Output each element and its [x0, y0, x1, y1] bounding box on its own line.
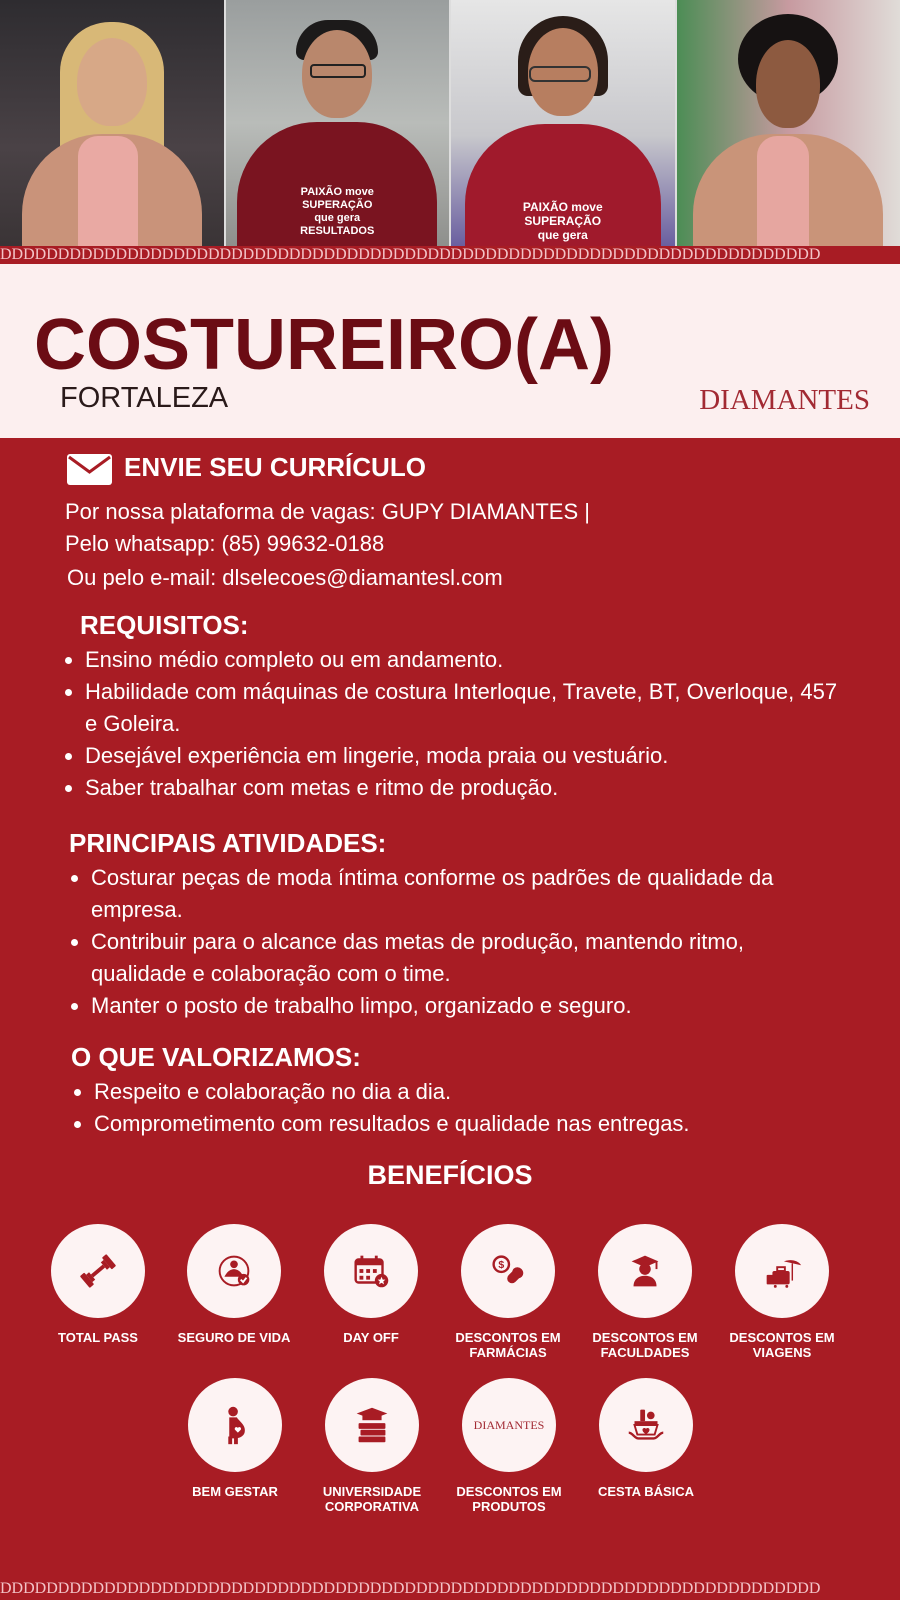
benefit-pregnancy	[165, 1378, 305, 1499]
list-item: Habilidade com máquinas de costura Interloque, Travete, BT, Overloque, 457 e Goleira.	[65, 676, 855, 740]
list-item: Ensino médio completo ou em andamento.	[65, 644, 855, 676]
photo-man-glasses	[226, 0, 452, 246]
brand-logo: DIAMANTES	[699, 384, 870, 416]
travel-icon	[735, 1224, 829, 1318]
apply-email[interactable]: Ou pelo e-mail: dlselecoes@diamantesl.com	[67, 565, 503, 590]
list-item: Comprometimento com resultados e qualidade nas entregas.	[74, 1108, 854, 1140]
benefit-label: CESTA BÁSICA	[597, 1484, 695, 1499]
pattern-strip-bottom: DDDDDDDDDDDDDDDDDDDDDDDDDDDDDDDDDDDDDDDDDDDDDDDDDDDDDDDDDDDDDDDDDDDDDDD	[0, 1580, 821, 1597]
benefit-label: UNIVERSIDADE CORPORATIVA	[322, 1484, 422, 1514]
benefit-corporate-university	[302, 1378, 442, 1514]
graduate-icon	[598, 1224, 692, 1318]
list-item: Respeito e colaboração no dia a dia.	[74, 1076, 854, 1108]
benefits-heading: BENEFÍCIOS	[367, 1160, 533, 1190]
pattern-strip-top: DDDDDDDDDDDDDDDDDDDDDDDDDDDDDDDDDDDDDDDDDDDDDDDDDDDDDDDDDDDDDDDDDDDDDDD	[0, 246, 900, 264]
apply-heading: ENVIE SEU CURRÍCULO	[124, 452, 426, 482]
benefit-label: DESCONTOS EM FACULDADES	[592, 1330, 698, 1360]
benefit-college	[575, 1224, 715, 1360]
photo-woman-blonde	[0, 0, 226, 246]
envelope-icon	[67, 454, 112, 485]
list-item: Saber trabalhar com metas e ritmo de produção.	[65, 772, 855, 804]
dumbbell-icon	[51, 1224, 145, 1318]
benefit-label: BEM GESTAR	[192, 1484, 278, 1499]
benefit-label: DESCONTOS EM FARMÁCIAS	[455, 1330, 561, 1360]
values-heading: O QUE VALORIZAMOS:	[71, 1042, 361, 1072]
job-title: COSTUREIRO(A)	[34, 305, 614, 385]
benefit-day-off	[301, 1224, 441, 1345]
books-icon	[325, 1378, 419, 1472]
photo-collage	[0, 0, 900, 246]
calendar-icon	[324, 1224, 418, 1318]
benefit-life-insurance	[164, 1224, 304, 1345]
pharmacy-icon	[461, 1224, 555, 1318]
shirt-text: PAIXÃO move SUPERAÇÃO que gera	[522, 200, 603, 242]
activities-heading: PRINCIPAIS ATIVIDADES:	[69, 828, 387, 858]
job-header	[0, 264, 900, 438]
activities-list	[71, 862, 831, 1022]
requirements-list	[65, 644, 855, 804]
list-item: Manter o posto de trabalho limpo, organizado e seguro.	[71, 990, 831, 1022]
life-insurance-icon	[187, 1224, 281, 1318]
job-city: FORTALEZA	[60, 382, 229, 414]
benefit-label: DESCONTOS EM VIAGENS	[729, 1330, 835, 1360]
benefit-food-basket	[576, 1378, 716, 1499]
apply-whatsapp[interactable]: Pelo whatsapp: (85) 99632-0188	[65, 531, 385, 556]
list-item: Contribuir para o alcance das metas de produção, mantendo ritmo, qualidade e colaboração com o time.	[71, 926, 831, 990]
benefit-label: SEGURO DE VIDA	[177, 1330, 291, 1345]
svg-text:$: $	[498, 1259, 505, 1272]
list-item: Desejável experiência em lingerie, moda praia ou vestuário.	[65, 740, 855, 772]
list-item: Costurar peças de moda íntima conforme os padrões de qualidade da empresa.	[71, 862, 831, 926]
food-basket-icon	[599, 1378, 693, 1472]
benefit-products	[439, 1378, 579, 1514]
photo-woman-glasses	[451, 0, 677, 246]
brand-logo-icon	[462, 1378, 556, 1472]
benefit-travel	[712, 1224, 852, 1360]
benefit-label: DAY OFF	[343, 1330, 399, 1345]
shirt-text: PAIXÃO move SUPERAÇÃO que gera RESULTADOS	[300, 186, 375, 237]
values-list	[74, 1076, 854, 1140]
benefit-pharmacy	[438, 1224, 578, 1360]
benefit-total-pass	[28, 1224, 168, 1345]
pregnancy-icon	[188, 1378, 282, 1472]
benefit-label: DESCONTOS EM PRODUTOS	[456, 1484, 562, 1514]
photo-woman-curly	[677, 0, 900, 246]
mini-brand-text: DIAMANTES	[473, 1417, 545, 1432]
apply-platform: Por nossa plataforma de vagas: GUPY DIAMANTES |	[65, 499, 590, 524]
requirements-heading: REQUISITOS:	[80, 610, 249, 640]
benefit-label: TOTAL PASS	[58, 1330, 138, 1345]
